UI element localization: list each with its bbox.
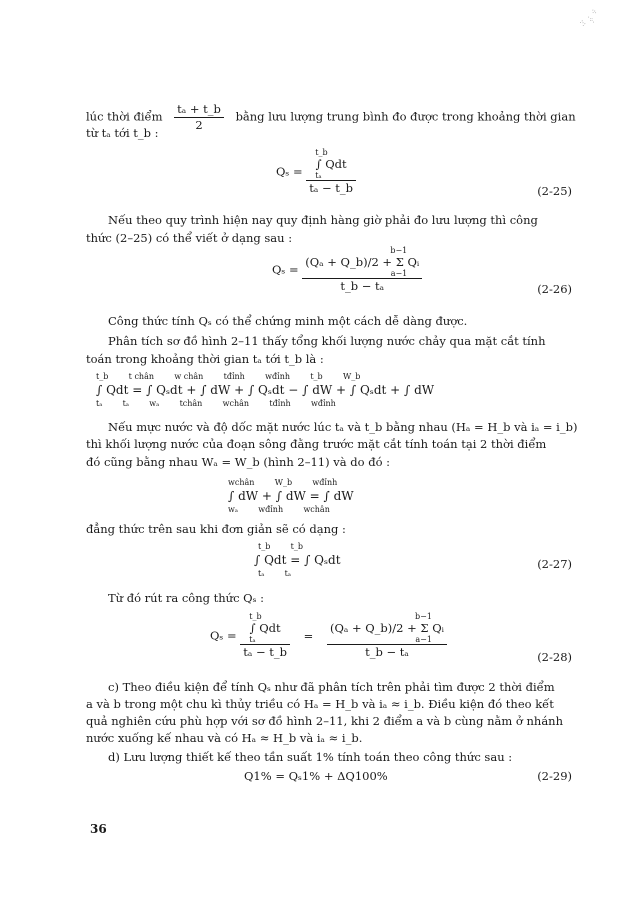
paragraph-5-line-1: Nếu mực nước và độ dốc mặt nước lúc tₐ và t_b bằng nhau (Hₐ = H_b và iₐ = i_b)	[108, 420, 578, 434]
equation-lhs: Qₛ =	[272, 262, 299, 277]
paragraph-5-line-3: đó cũng bằng nhau Wₐ = W_b (hình 2–11) và do đó :	[86, 455, 391, 469]
sum-lower-limit: a−1	[390, 269, 408, 278]
fraction-denominator: 2	[174, 117, 224, 133]
equation-2-27	[254, 542, 341, 578]
sum-expression: (Qₐ + Q_b)/2 + Σ Qᵢ	[305, 255, 420, 269]
paragraph-8-line-3: quả nghiên cứu phù hợp với sơ đồ hình 2–11, khi 2 điểm a và b cùng nằm ở nhánh	[86, 714, 563, 728]
paragraph-4-line-2: toán trong khoảng thời gian tₐ tới t_b là :	[86, 352, 324, 366]
svg-text:·⁘·: ·⁘·	[585, 14, 597, 26]
integral-upper-limits: t_b t chân w chân tđỉnh wđỉnh t_b W_b	[96, 372, 361, 381]
paragraph-9: d) Lưu lượng thiết kế theo tần suất 1% tính toán theo công thức sau :	[108, 750, 513, 764]
paragraph-3: Công thức tính Qₛ có thể chứng minh một cách dễ dàng được.	[108, 314, 468, 328]
integral-expression: ∫ Qdt = ∫ Qₛdt	[254, 553, 341, 567]
svg-text::·:: :·:	[578, 18, 588, 28]
equation-number-2-25: (2-25)	[537, 184, 572, 198]
paragraph-2-line-2: thức (2–25) có thể viết ở dạng sau :	[86, 231, 293, 245]
paragraph-1-line-1	[86, 102, 576, 133]
fraction	[306, 148, 356, 195]
integral-expression: ∫ Qdt = ∫ Qₛdt + ∫ dW + ∫ Qₛdt − ∫ dW + ∫ Qₛdt + ∫ dW	[96, 383, 435, 397]
page-number: 36	[90, 822, 107, 836]
integral-expression: ∫ Qdt	[315, 157, 347, 171]
equation-2-29: Q1% = Qₛ1% + ΔQ100%	[244, 769, 388, 783]
library-stamp	[572, 2, 617, 47]
paragraph-1-line-2: từ tₐ tới t_b :	[86, 126, 159, 140]
integral-expression: ∫ dW + ∫ dW = ∫ dW	[228, 489, 354, 503]
integral-lower-limits: wₐ wđỉnh wchân	[228, 505, 330, 514]
integral-upper-limits: t_b t_b	[258, 542, 304, 551]
sum-expression: (Qₐ + Q_b)/2 + Σ Qᵢ	[329, 621, 444, 635]
equation-lhs: Qₛ =	[210, 628, 237, 643]
equation-number-2-26: (2-26)	[537, 282, 572, 296]
fraction	[302, 246, 422, 293]
equals-sign: =	[303, 628, 314, 643]
integral-lower-limits: tₐ tₐ wₐ tchân wchân tđỉnh wđỉnh	[96, 399, 336, 408]
text-run: bằng lưu lượng trung bình đo được trong khoảng thời gian	[235, 109, 576, 124]
paragraph-8-line-1: c) Theo điều kiện để tính Qₛ như đã phân tích trên phải tìm được 2 thời điểm	[108, 680, 555, 694]
paragraph-4-line-1: Phân tích sơ đồ hình 2–11 thấy tổng khối lượng nước chảy qua mặt cắt tính	[108, 334, 546, 348]
paragraph-6: đẳng thức trên sau khi đơn giản sẽ có dạng :	[86, 522, 346, 536]
fraction-numerator	[302, 246, 422, 278]
equation-2-25	[276, 148, 356, 195]
paragraph-7: Từ đó rút ra công thức Qₛ :	[108, 591, 265, 605]
paragraph-8-line-4: nước xuống kế nhau và có Hₐ ≈ H_b và iₐ ≈ i_b.	[86, 731, 363, 745]
text-run: lúc thời điểm	[86, 109, 163, 124]
equation-volume	[228, 478, 354, 514]
fraction-denominator: tₐ − t_b	[306, 180, 356, 195]
fraction-numerator	[306, 148, 356, 180]
equation-water-balance	[96, 372, 566, 408]
fraction-denominator: t_b − tₐ	[302, 278, 422, 293]
fraction-numerator: tₐ + t_b	[177, 102, 221, 116]
fraction-ta-tb	[174, 102, 224, 133]
fraction-left	[240, 612, 290, 659]
integral-expression: ∫ Qdt	[249, 621, 281, 635]
equation-number-2-27: (2-27)	[537, 557, 572, 571]
equation-number-2-29: (2-29)	[537, 769, 572, 783]
paragraph-5-line-2: thì khối lượng nước của đoạn sông đằng trước mặt cắt tính toán tại 2 thời điểm	[86, 437, 547, 451]
integral-upper-limit: t_b	[249, 612, 262, 621]
equation-2-28	[210, 612, 447, 659]
fraction-denominator: t_b − tₐ	[327, 644, 447, 659]
svg-text:·:·: ·:·	[589, 7, 599, 17]
integral-lower-limit: tₐ	[315, 171, 322, 180]
fraction-right	[327, 612, 447, 659]
sum-lower-limit: a−1	[415, 635, 432, 644]
integral-lower-limit: tₐ	[249, 635, 256, 644]
equation-lhs: Qₛ =	[276, 164, 303, 179]
fraction-numerator	[327, 612, 447, 644]
equation-2-26	[272, 246, 422, 293]
paragraph-2-line-1: Nếu theo quy trình hiện nay quy định hàng giờ phải đo lưu lượng thì công	[108, 213, 538, 227]
fraction-denominator: tₐ − t_b	[240, 644, 290, 659]
sum-upper-limit: b−1	[415, 612, 432, 621]
integral-upper-limits: wchân W_b wđỉnh	[228, 478, 338, 487]
equation-number-2-28: (2-28)	[537, 650, 572, 664]
integral-upper-limit: t_b	[315, 148, 328, 157]
sum-upper-limit: b−1	[390, 246, 408, 255]
integral-lower-limits: tₐ tₐ	[258, 569, 291, 578]
paragraph-8-line-2: a và b trong một chu kì thủy triều có Hₐ = H_b và iₐ ≈ i_b. Điều kiện đó theo kết	[86, 697, 554, 711]
fraction-numerator	[240, 612, 290, 644]
